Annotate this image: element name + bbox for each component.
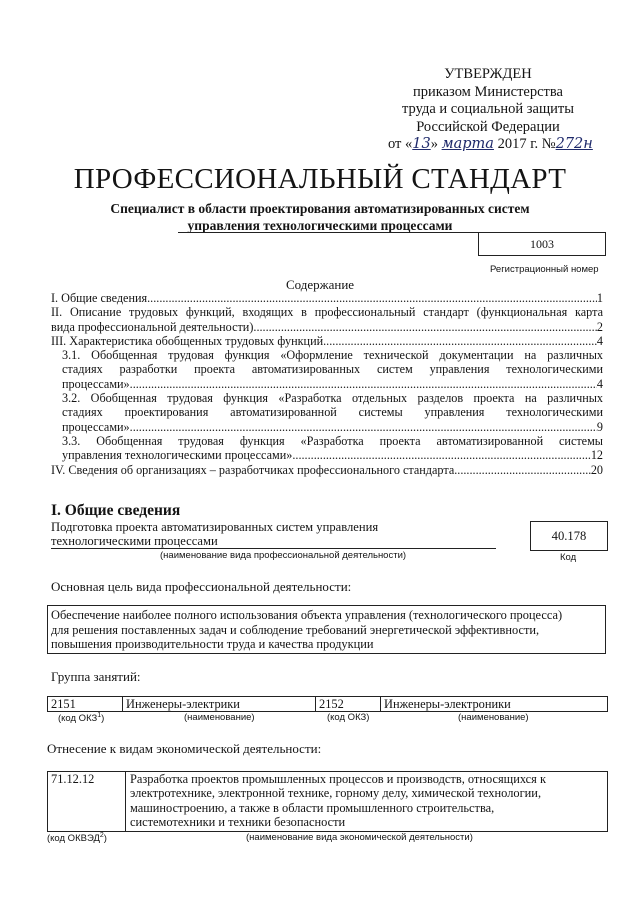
registration-line (178, 232, 478, 233)
date-prefix: от « (388, 136, 413, 152)
activity-underline (51, 548, 496, 549)
okved-code-caption: (код ОКВЭД$^2$) (47, 832, 107, 845)
activity-caption: (наименование вида профессиональной деятельности) (160, 550, 407, 561)
toc-item[interactable]: IV. Сведения об организациях – разработчиках профессионального стандарта ..... 20 (51, 463, 603, 477)
okz-code-cell: 2152 (316, 697, 381, 711)
goal-label: Основная цель вида профессиональной деятельности: (51, 579, 352, 594)
okz-code-caption: (код ОКЗ) (327, 712, 370, 723)
occupation-group-row (47, 696, 608, 712)
okved-row (47, 771, 608, 832)
approval-block (388, 66, 593, 154)
toc-item[interactable]: 3.2. Обобщенная трудовая функция «Разработка отдельных разделов проекта на различных стадиях проектирования автоматизированной системы управления технологическими процессами» ..... 9 (51, 391, 603, 434)
date-year: 2017 г. № (497, 136, 556, 152)
econ-activity-label: Отнесение к видам экономической деятельности: (47, 741, 322, 756)
subtitle-line: управления технологическими процессами (187, 218, 453, 233)
okz-code-caption: (код ОКЗ$^1$) (58, 712, 105, 725)
okz-name-cell: Инженеры-электроники (384, 697, 511, 711)
handwritten-day: 13 (412, 136, 431, 152)
section-heading: I. Общие сведения (51, 502, 181, 519)
code-label: Код (560, 552, 577, 563)
approval-line: Российской Федерации (416, 118, 560, 135)
okz-name-cell: Инженеры-электрики (123, 697, 316, 711)
goal-box: Обеспечение наиболее полного использования объекта управления (технологического процесса) для решения поставленных задач и соблюдение требований энергетической эффективности, повышения производительности труда и качества продукции (47, 605, 606, 654)
document-title: ПРОФЕССИОНАЛЬНЫЙ СТАНДАРТ (73, 163, 567, 195)
document-subtitle (0, 200, 640, 234)
okved-name-caption: (наименование вида экономической деятельности) (246, 832, 473, 843)
toc-heading: Содержание (285, 277, 355, 292)
okz-name-caption: (наименование) (458, 712, 529, 723)
date-mid: » (430, 136, 438, 152)
okz-code-cell: 2151 (48, 697, 123, 711)
approval-line: труда и социальной защиты (402, 101, 574, 117)
group-label: Группа занятий: (51, 669, 141, 684)
handwritten-month: марта (441, 136, 494, 152)
toc-item[interactable]: III. Характеристика обобщенных трудовых функций ..... 4 (51, 334, 603, 348)
registration-number-box: 1003 (478, 232, 606, 256)
handwritten-order-number: 272н (555, 136, 593, 152)
toc-item[interactable]: II. Описание трудовых функций, входящих в профессиональный стандарт (функциональная карта вида профессиональной деятельности) ..... 2 (51, 305, 603, 334)
okved-description-cell: Разработка проектов промышленных процессов и производств, относящихся к электротехнике, электронной технике, горному делу, химической технологии, машиностроению, а также в области промышленного строительства, системотехники и техники безопасности (130, 772, 546, 829)
toc-item[interactable]: 3.3. Обобщенная трудовая функция «Разработка проекта автоматизированной системы управления технологическими процессами» ..... 12 (51, 434, 603, 463)
okved-code-cell: 71.12.12 (48, 772, 126, 831)
approval-date-line (388, 136, 593, 154)
registration-label: Регистрационный номер (490, 264, 599, 275)
activity-name: Подготовка проекта автоматизированных систем управления технологическими процессами (51, 520, 379, 548)
table-of-contents (51, 291, 603, 477)
toc-item[interactable]: 3.1. Обобщенная трудовая функция «Оформление технической документации на различных стадиях разработки проекта автоматизированных систем управления технологическими процессами» ..... 4 (51, 348, 603, 391)
toc-item[interactable]: I. Общие сведения ..... 1 (51, 291, 603, 305)
activity-code-box: 40.178 (530, 521, 608, 551)
okz-name-caption: (наименование) (184, 712, 255, 723)
subtitle-line: Специалист в области проектирования автоматизированных систем (110, 201, 530, 216)
approval-heading: УТВЕРЖДЕН (444, 66, 532, 82)
approval-line: приказом Министерства (413, 83, 563, 100)
